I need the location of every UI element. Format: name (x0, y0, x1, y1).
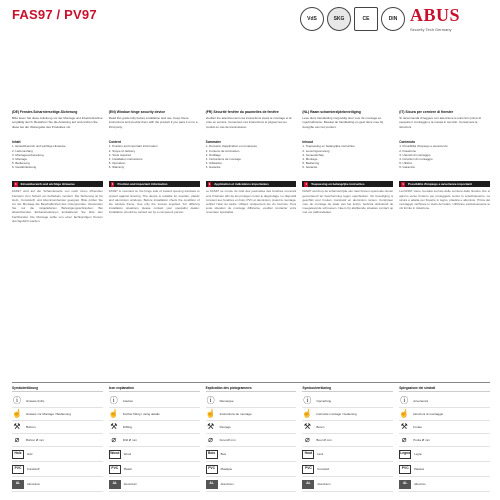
cert-mark-ce: CE (354, 7, 378, 31)
section-title-bar (302, 181, 393, 187)
material-row (399, 447, 490, 462)
symbol-row (12, 395, 103, 408)
symbol-row (399, 395, 490, 408)
table-of-contents (12, 144, 103, 178)
symbol-label: Bohren (26, 425, 36, 429)
symbol-row (399, 434, 490, 447)
column-heading: (IT) Sicura per cerniere di finestre (399, 110, 454, 114)
toc-heading: Inhalt (12, 140, 21, 145)
material-code-box: AL (12, 480, 24, 489)
document-title: FAS97 / PV97 (12, 7, 97, 22)
drill-icon: ⚒ (400, 422, 408, 431)
symbol-label: Istruzioni di montaggio (413, 412, 444, 416)
material-label: Plastica (414, 467, 424, 471)
material-label: Holz (27, 452, 33, 456)
symbol-label: Boren (316, 425, 325, 429)
material-code-box: PVC (109, 465, 121, 474)
toc-item: 4. Instructions de montage (205, 157, 241, 162)
toc-item: 5. Bedienung (12, 161, 30, 166)
symbol-row (12, 434, 103, 447)
toc-item: 1. Position and important information (108, 144, 158, 149)
toc-heading: Contenuto (399, 140, 416, 145)
symbol-row (302, 421, 393, 434)
legend-heading: Spiegazione dei simboli (399, 386, 490, 392)
cert-mark-din: DIN (381, 7, 405, 31)
material-code-box: AL (206, 480, 218, 489)
section-divider (12, 382, 490, 383)
symbol-label: Punta Ø mm (413, 438, 431, 442)
symbol-row (206, 395, 297, 408)
toc-item: 3. Tools required (108, 152, 131, 157)
table-of-contents (206, 144, 297, 178)
table-of-contents (109, 144, 200, 178)
symbol-label: Foret Ø mm (219, 438, 236, 442)
symbol-row (302, 395, 393, 408)
symbol-label: Boor Ø mm (316, 438, 332, 442)
pointing-hand-icon: ☝ (205, 409, 216, 418)
toc-item: 1. Einsatzbereich und wichtige Hinweise (12, 144, 66, 149)
material-code-box: Legno (399, 450, 411, 459)
symbol-label: Opmerking (316, 399, 332, 403)
column-intro: Veuillez lire attentivement ces instructions avant le montage et la mise en service. Conservez ces instructions et joignez-les au produit en cas de transmission. (205, 116, 292, 129)
toc-item: 6. Garanzia (399, 165, 415, 170)
symbol-label: Remarque (219, 399, 234, 403)
brand-logo (410, 5, 490, 32)
toc-item: 1. Possibilità d'impiego e avvertenze (399, 144, 448, 149)
symbol-row (109, 408, 200, 421)
material-code-box: Wood (109, 450, 121, 459)
certification-marks (300, 7, 405, 31)
symbol-row (399, 408, 490, 421)
toc-item: 5. Bediening (302, 161, 320, 166)
toc-item: 2. Dotazione (399, 148, 417, 153)
drill-icon: ⚒ (13, 422, 21, 431)
column-intro: Bitte lesen Sie diese Anleitung vor der Montage und Inbetriebnahme sorgfältig durch. Bewahren Sie die Anleitung auf und reichen Sie diese bei der Weitergabe des Produktes mit. (12, 116, 103, 129)
material-label: Plastic (123, 467, 133, 471)
symbol-row (12, 408, 103, 421)
drill-icon: ⚒ (110, 422, 118, 431)
language-column-en (109, 110, 200, 339)
cert-mark-skg: SKG (327, 7, 351, 31)
material-row (109, 447, 200, 462)
symbol-label: Instructie montage / bediening (316, 412, 357, 416)
section-title-bar (399, 181, 490, 187)
material-row (399, 477, 490, 492)
legend-heading: Explication des pictogrammes (206, 386, 297, 392)
material-label: Bois (220, 452, 227, 456)
material-code-box: PVC (12, 465, 24, 474)
column-intro: Lees deze handleiding zorgvuldig door voor de montage en ingebruikname. Bewaar de handleiding en geef deze mee bij doorgifte van het product. (302, 116, 383, 129)
toc-item: 6. Warranty (108, 165, 125, 170)
toc-heading: Inhoud (302, 140, 314, 145)
material-code-box: AL (399, 480, 411, 489)
material-row (302, 447, 393, 462)
material-code-box: PVC (206, 465, 218, 474)
material-label: Aluminium (27, 482, 41, 486)
section-title: Toepassing en belangrijke instructies (311, 182, 365, 187)
material-row (109, 477, 200, 492)
toc-item: 3. Utensili di montaggio (399, 152, 431, 157)
language-column-nl (302, 110, 393, 339)
toc-item: 6. Gewährleistung (12, 165, 37, 170)
cert-mark-vds: VdS (300, 7, 324, 31)
pointing-hand-icon: ☝ (302, 409, 313, 418)
material-row (302, 477, 393, 492)
material-label: Aluminium (317, 482, 331, 486)
info-icon: ⓘ (400, 396, 409, 405)
column-intro: Read this guide fully before installation and use. Keep these instructions and provide them with the product if you pass it on to a third party. (108, 116, 198, 129)
symbol-label: Perçage (219, 425, 231, 429)
symbol-row (206, 434, 297, 447)
symbol-label: Drill Ø mm (122, 438, 137, 442)
column-heading: (EN) Window hinge security device (108, 110, 166, 114)
section-title-bar (12, 181, 103, 187)
material-code-box: PVC (302, 465, 314, 474)
drill-bit-icon: ⌀ (14, 435, 20, 444)
toc-item: 6. Garantie (302, 165, 318, 170)
legend-column (206, 386, 297, 492)
material-code-box: Holz (12, 450, 24, 459)
legend-heading: Symbolerklärung (12, 386, 103, 392)
language-column-fr (206, 110, 297, 339)
drill-icon: ⚒ (303, 422, 311, 431)
symbol-label: Hinweis (Info) (26, 399, 45, 403)
symbol-row (302, 408, 393, 421)
material-code-box: PVC (399, 465, 411, 474)
material-label: Aluminium (220, 482, 234, 486)
section-body: La FAS97 viene montata sul lato delle cerniere delle finestre che si aprono verso l'interno per proteggerle contro lo scardinamento. La sicura è adatta per finestre in legno, plastica e alluminio. Prima del montaggio verificare lo stato del telaio. Utilizzare esclusivamente le viti fornite in dotazione. (399, 189, 490, 211)
info-icon: ⓘ (206, 396, 215, 405)
toc-heading: Sommaire (205, 140, 222, 145)
section-body: FAS97 is mounted on the hinge side of inward opening windows to protect against levering. The device is suitable for wooden, plastic and aluminium windows. Before installation check the condition of the window frame. Use only the screws supplied. For differing installation situations please contact your specialist dealer. Installation should be carried out by a competent person. (108, 189, 200, 215)
legend-heading: Symboolverklaring (302, 386, 393, 392)
legend-column (399, 386, 490, 492)
pointing-hand-icon: ☝ (12, 409, 22, 418)
toc-item: 1. Toepassing en belangrijke instructies (302, 144, 355, 149)
legend-heading: Icon explanation (109, 386, 200, 392)
material-row (206, 477, 297, 492)
column-heading: (DE) Fenster-Scharnierseitige-Sicherung (12, 110, 78, 114)
column-heading: (NL) Raam scharnierzijdebeveiliging (302, 110, 361, 114)
material-label: Aluminium (123, 482, 137, 486)
toc-item: 2. Scope of delivery (108, 148, 136, 153)
toc-item: 2. Lieferumfang (12, 148, 33, 153)
symbol-label: Avvertenza (413, 399, 429, 403)
section-body: FAS97 wordt op de scharnierzijde van naar binnen openende ramen gemonteerd ter bescherming tegen openbreken. De beveiliging is geschikt voor houten, kunststof en aluminium ramen. Controleer voor de montage de staat van het kozijn. Gebruik uitsluitend de meegeleverde schroeven. Neem bij afwijkende situaties contact op met uw vakhandelaar. (302, 189, 394, 215)
symbol-row (109, 434, 200, 447)
toc-item: 5. Utilizzo (399, 161, 413, 166)
symbol-label: Bohrer Ø mm (26, 438, 45, 442)
toc-item: 1. Domaine d'application et remarques (205, 144, 257, 149)
section-body: Le FAS97 se monte du côté des paumelles des fenêtres s'ouvrant vers l'intérieur afin de les protéger contre le dégondage. Le dispositif convient aux fenêtres en bois, PVC et aluminium. Avant le montage, vérifiez l'état du cadre. Utilisez uniquement les vis fournies. Pour toute situation de montage différente, veuillez contacter votre revendeur spécialisé. (205, 189, 297, 215)
language-columns (12, 110, 490, 339)
symbol-label: Further fitting / using details (122, 412, 160, 416)
material-code-box: Hout (302, 450, 314, 459)
language-column-it (399, 110, 490, 339)
toc-item: 2. Contenu de la livraison (205, 148, 240, 153)
toc-item: 4. Montage (302, 157, 318, 162)
toc-item: 3. Outillage (205, 152, 221, 157)
material-row (109, 462, 200, 477)
drill-bit-icon: ⌀ (111, 435, 117, 444)
material-label: Wood (123, 452, 132, 456)
pointing-hand-icon: ☝ (399, 409, 410, 418)
section-number: 1 (111, 182, 114, 187)
brand-tagline: Security Tech Germany (410, 27, 452, 32)
symbol-row (206, 408, 297, 421)
drill-bit-icon: ⌀ (401, 435, 407, 444)
toc-item: 6. Garantie (205, 165, 221, 170)
column-intro: Si raccomanda di leggere con attenzione le istruzioni prima di eseguire il montaggio e la messa in servizio. Conservare le istruzioni. (399, 116, 481, 129)
toc-heading: Content (108, 140, 121, 145)
pointing-hand-icon: ☝ (108, 409, 119, 418)
drill-icon: ⚒ (207, 422, 215, 431)
legend-section (12, 386, 490, 492)
section-title-bar (206, 181, 297, 187)
table-of-contents (399, 144, 490, 178)
material-row (12, 477, 103, 492)
section-body: FAS97 wird auf der Scharnierseite von nach innen öffnenden Fenstern zum Schutz vor Aufhebeln montiert. Die Sicherung ist für Holz-, Kunststoff- und Aluminiumfenster geeignet. Bitte prüfen Sie vor der Montage die Beschaffenheit des Untergrundes. Verwenden Sie nur die mitgelieferten Befestigungsschrauben. Bei abweichenden Einbausituationen kontaktieren Sie bitte den Fachhandel. Die Montage sollte von einer fachkundigen Person durchgeführt werden. (12, 189, 103, 223)
toc-item: 4. Istruzioni di montaggio (399, 157, 433, 162)
symbol-row (109, 395, 200, 408)
symbol-label: Hinweis zur Montage / Bedienung (26, 412, 71, 416)
material-label: Kunststoff (27, 467, 40, 471)
symbol-label: Caution (122, 399, 134, 403)
symbol-row (206, 421, 297, 434)
section-number: 1 (15, 182, 17, 187)
section-number: 1 (208, 182, 211, 187)
toc-item: 5. Utilisation (205, 161, 222, 166)
brand-name: ABUS (410, 5, 461, 25)
section-title: Einsatzbereich und wichtige Hinweise (20, 182, 75, 187)
language-column-de (12, 110, 103, 339)
info-icon: ⓘ (109, 396, 118, 405)
material-row (206, 462, 297, 477)
symbol-label: Forare (413, 425, 423, 429)
symbol-row (399, 421, 490, 434)
material-code-box: AL (302, 480, 314, 489)
legend-column (302, 386, 393, 492)
toc-item: 3. Montagevorbereitung (12, 152, 44, 157)
material-label: Alluminio (414, 482, 426, 486)
legend-column (12, 386, 103, 492)
material-label: Hout (317, 452, 324, 456)
material-row (206, 447, 297, 462)
column-heading: (FR) Sécurité fenêtre du paumelles de fenêtre (205, 110, 279, 114)
symbol-row (12, 421, 103, 434)
symbol-row (109, 421, 200, 434)
material-label: Plastique (220, 467, 233, 471)
section-title: Possibilità d'impiego e avvertenze importanti (407, 182, 473, 187)
material-code-box: Bois (206, 450, 218, 459)
info-icon: ⓘ (13, 396, 21, 405)
toc-item: 4. Installation instructions (108, 157, 143, 162)
material-code-box: AL (109, 480, 121, 489)
symbol-row (302, 434, 393, 447)
toc-item: 5. Operation (108, 161, 126, 166)
material-label: Kunststof (317, 467, 330, 471)
material-row (12, 462, 103, 477)
drill-bit-icon: ⌀ (304, 435, 310, 444)
section-number: 1 (402, 182, 404, 187)
section-title: Application et indications importantes (214, 182, 269, 187)
material-row (302, 462, 393, 477)
info-icon: ⓘ (303, 396, 312, 405)
toc-item: 3. Gereedschap (302, 152, 324, 157)
section-number: 1 (305, 182, 308, 187)
table-of-contents (302, 144, 393, 178)
material-label: Legno (414, 452, 422, 456)
toc-item: 2. Leveringsomvang (302, 148, 330, 153)
toc-item: 4. Montage (12, 157, 28, 162)
material-row (399, 462, 490, 477)
drill-bit-icon: ⌀ (208, 435, 213, 444)
material-row (12, 447, 103, 462)
legend-column (109, 386, 200, 492)
symbol-label: Instructions de montage (219, 412, 252, 416)
section-title: Position and important information (117, 182, 168, 187)
section-title-bar (109, 181, 200, 187)
symbol-label: Drilling (122, 425, 132, 429)
